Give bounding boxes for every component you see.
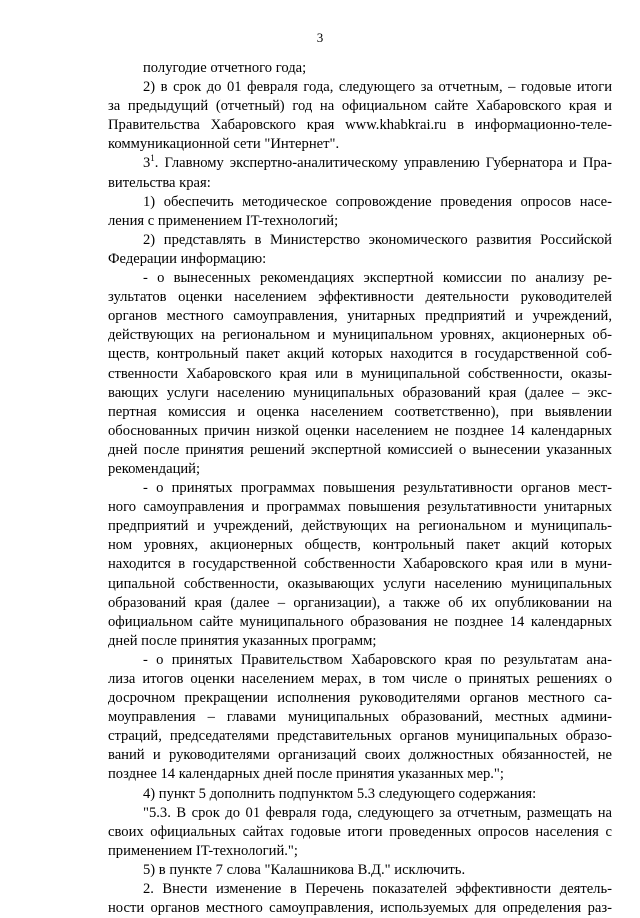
text-line <box>108 154 612 173</box>
text-line: позднее 14 календарных дней после принятия указанных мер."; <box>108 766 504 783</box>
text-line: ственности Хабаровского края или в муниципальной собственности, оказы- <box>108 365 612 382</box>
page-number: 3 <box>316 30 324 45</box>
text-line: обоснованных причин низкой оценки населением не позднее 14 календарных <box>108 422 612 439</box>
paragraph <box>108 269 612 479</box>
text-line: вающих услуги населению муниципальных образований края (далее – экс- <box>108 384 612 401</box>
paragraph <box>108 651 612 785</box>
text-line: официальном сайте муниципального образования не позднее 14 календарных <box>108 613 612 630</box>
text-line: 1) обеспечить методическое сопровождение проведения опросов насе- <box>143 193 612 210</box>
text-line: дней после принятия решений экспертной комиссией о вынесении указанных <box>108 441 612 458</box>
text-line: вительства края: <box>108 174 211 191</box>
item-superscript: 1 <box>150 153 155 164</box>
paragraph <box>108 880 612 918</box>
paragraph <box>108 193 612 231</box>
paragraph <box>108 785 612 804</box>
text-line: - о принятых программах повышения результативности органов мест- <box>143 480 612 497</box>
text-line: предприятий и учреждений, действующих на региональном и муниципаль- <box>108 518 612 535</box>
text-line: ном уровнях, акционерных обществ, контрольный пакет акций которых <box>108 537 612 554</box>
text-line: коммуникационной сети "Интернет". <box>108 136 340 153</box>
paragraph <box>108 231 612 269</box>
document-text <box>108 59 612 918</box>
paragraph <box>108 59 612 78</box>
item-number: 3 <box>143 155 151 172</box>
text-line: 2. Внести изменение в Перечень показателей эффективности деятель- <box>143 881 612 898</box>
paragraph <box>108 78 612 154</box>
text-line: зультатов оценки населением эффективности деятельности руководителей <box>108 289 612 306</box>
paragraph <box>108 861 612 880</box>
paragraph <box>108 804 612 861</box>
text-line: пертная комиссия и оценка населением соответственно), при выявлении <box>108 403 612 420</box>
text-line: страций, председателями представительных органов муниципальных образо- <box>108 728 612 745</box>
text-line: моуправления – главами муниципальных образований, местных админи- <box>108 709 612 726</box>
line-text: . Главному экспертно-аналитическому управлению Губернатора и Пра- <box>154 155 612 172</box>
text-line: ности органов местного самоуправления, используемых для определения раз- <box>108 900 612 917</box>
text-line: ваний и руководителями организаций своих должностных обязанностей, не <box>108 747 612 764</box>
text-line: ного самоуправления и программах повышения результативности унитарных <box>108 499 612 516</box>
paragraph <box>108 154 612 192</box>
text-line: досрочном прекращении исполнения руководителями органов местного са- <box>108 690 612 707</box>
text-line: 4) пункт 5 дополнить подпунктом 5.3 следующего содержания: <box>143 785 537 802</box>
text-line: 2) в срок до 01 февраля года, следующего за отчетным, – годовые итоги <box>143 79 612 96</box>
text-line: рекомендаций; <box>108 460 201 477</box>
text-line: органов местного самоуправления, унитарных предприятий и учреждений, <box>108 308 612 325</box>
text-line: дней после принятия указанных программ; <box>108 632 377 649</box>
text-line: 5) в пункте 7 слова "Калашникова В.Д." исключить. <box>143 861 466 878</box>
text-line: своих официальных сайтах годовые итоги проведенных опросов населения с <box>108 823 612 840</box>
text-line: лиза итогов оценки населением мерах, в том числе о принятых решениях о <box>108 671 612 687</box>
text-line: 2) представлять в Министерство экономического развития Российской <box>143 231 612 248</box>
text-line: Федерации информацию: <box>108 250 267 267</box>
text-line: ципальной собственности, оказывающих услуги населению муниципальных <box>108 575 612 592</box>
text-line: ществ, контрольный пакет акций которых находится в государственной соб- <box>108 346 612 363</box>
text-line: образований края (далее – организации), а также об их опубликовании на <box>108 594 612 611</box>
text-line: действующих на региональном и муниципальном уровнях, акционерных об- <box>108 327 612 344</box>
paragraph <box>108 479 612 651</box>
text-line: Правительства Хабаровского края www.khabkrai.ru в информационно-теле- <box>108 117 612 134</box>
text-line: - о принятых Правительством Хабаровского края по результатам ана- <box>143 651 612 668</box>
text-line: ления с применением IT-технологий; <box>108 212 339 229</box>
text-line: - о вынесенных рекомендациях экспертной комиссии по анализу ре- <box>143 270 612 287</box>
text-line: применением IT-технологий."; <box>108 842 298 859</box>
text-line: "5.3. В срок до 01 февраля года, следующего за отчетным, размещать на <box>143 804 612 821</box>
text-line: за предыдущий (отчетный) год на официальном сайте Хабаровского края и <box>108 98 612 115</box>
text-line: находится в государственной собственности Хабаровского края или в муни- <box>108 556 612 573</box>
text-line: полугодие отчетного года; <box>143 60 307 76</box>
